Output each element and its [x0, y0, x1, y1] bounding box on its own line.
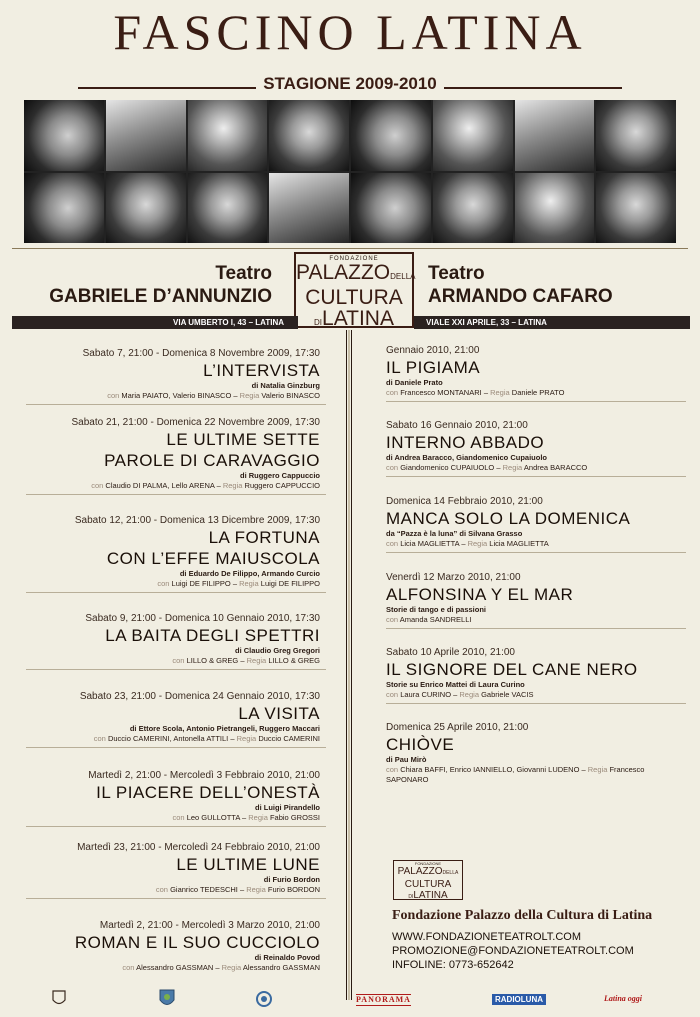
director-label: Regia [239, 391, 260, 400]
small-logo-della: DELLA [442, 870, 459, 876]
show-cast: Amanda SANDRELLI [399, 615, 472, 624]
show-title: LE ULTIME SETTE [166, 430, 320, 449]
show-title: L’INTERVISTA [203, 361, 320, 380]
director-label: Regia [459, 690, 479, 699]
cast-label: con [157, 579, 170, 588]
show-credits: con Claudio DI PALMA, Lello ARENA – Regia Ruggero CAPPUCCIO [91, 481, 320, 490]
show-separator [26, 404, 326, 405]
show-cast: Chiara BAFFI, Enrico IANNIELLO, Giovanni LUDENO [400, 765, 580, 774]
show-cast: LILLO & GREG [186, 656, 239, 665]
cast-label: con [386, 615, 399, 624]
cast-photo [269, 173, 349, 244]
cast-label: con [386, 463, 399, 472]
cast-photo [188, 100, 268, 171]
small-logo-palazzo: PALAZZO [397, 866, 443, 877]
show-cast: Luigi DE FILIPPO [171, 579, 231, 588]
venue-right-address: VIALE XXI APRILE, 33 – LATINA [414, 316, 690, 329]
venue-right-label: Teatro [428, 263, 485, 284]
venue-left-name: GABRIELE D’ANNUNZIO [49, 286, 272, 307]
show-cast: Claudio DI PALMA, Lello ARENA [105, 481, 215, 490]
show-credits: con Gianrico TEDESCHI – Regia Furio BORDON [155, 885, 320, 894]
show-credits: con Alessandro GASSMAN – Regia Alessandro GASSMAN [122, 963, 320, 972]
show-separator [386, 552, 686, 553]
show-director: Andrea BARACCO [523, 463, 588, 472]
show-author: di Natalia Ginzburg [251, 381, 320, 390]
cast-label: con [122, 963, 135, 972]
contacts-block [392, 930, 634, 972]
cast-label: con [93, 734, 106, 743]
show-date: Sabato 16 Gennaio 2010, 21:00 [386, 420, 528, 431]
show-title: MANCA SOLO LA DOMENICA [386, 509, 631, 528]
show-cast: Leo GULLOTTA [186, 813, 240, 822]
logo-palazzo: PALAZZO [296, 261, 391, 284]
show-entry [386, 496, 688, 549]
show-title: IL PIACERE DELL’ONESTÀ [96, 783, 320, 802]
show-director: Valerio BINASCO [261, 391, 320, 400]
show-credits: con Giandomenico CUPAIUOLO – Regia Andrea BARACCO [386, 463, 588, 472]
cast-label: con [386, 388, 399, 397]
show-separator [26, 898, 326, 899]
show-separator [386, 401, 686, 402]
cast-photo [24, 100, 104, 171]
director-label: Regia [222, 481, 243, 490]
show-cast: Francesco MONTANARI [400, 388, 482, 397]
sponsor-radioluna: RADIOLUNA [492, 994, 546, 1005]
show-author: Storie su Enrico Mattei di Laura Curino [386, 680, 525, 689]
logo-cultura: CULTURA [305, 286, 403, 309]
show-director: Luigi DE FILIPPO [260, 579, 320, 588]
show-author: Storie di tango e di passioni [386, 605, 487, 614]
show-author: di Luigi Pirandello [254, 803, 320, 812]
show-cast: Gianrico TEDESCHI [170, 885, 238, 894]
foundation-logo [294, 252, 414, 328]
show-credits: con LILLO & GREG – Regia LILLO & GREG [172, 656, 320, 665]
show-date: Sabato 7, 21:00 - Domenica 8 Novembre 2009, 17:30 [82, 348, 320, 359]
show-title: CON L’EFFE MAIUSCOLA [106, 549, 320, 568]
cast-photo [188, 173, 268, 244]
show-title: INTERNO ABBADO [386, 433, 545, 452]
show-entry [386, 647, 688, 700]
show-date: Martedì 2, 21:00 - Mercoledì 3 Febbraio 2010, 21:00 [88, 770, 320, 781]
show-title: LE ULTIME LUNE [176, 855, 320, 874]
show-date: Martedì 2, 21:00 - Mercoledì 3 Marzo 2010, 21:00 [99, 920, 320, 931]
venue-left-address: VIA UMBERTO I, 43 – LATINA [12, 316, 298, 329]
show-credits [386, 615, 688, 625]
show-credits: con Luigi DE FILIPPO – Regia Luigi DE FILIPPO [157, 579, 320, 588]
cast-label: con [172, 656, 185, 665]
show-cast: Licia MAGLIETTA [400, 539, 460, 548]
show-date: Sabato 12, 21:00 - Domenica 13 Dicembre 2009, 17:30 [74, 515, 320, 526]
cast-photo-grid [24, 100, 676, 243]
show-separator [26, 826, 326, 827]
show-entry [12, 348, 326, 401]
sponsor-strip [0, 988, 700, 1012]
show-author: di Daniele Prato [386, 378, 443, 387]
frame-rule [12, 248, 688, 249]
director-label: Regia [221, 963, 242, 972]
cast-photo [24, 173, 104, 244]
cast-photo [596, 100, 676, 171]
show-author: di Pau Mirò [386, 755, 427, 764]
cast-label: con [386, 690, 399, 699]
show-author: di Ettore Scola, Antonio Pietrangeli, Ruggero Maccari [129, 724, 320, 733]
cast-photo [515, 173, 595, 244]
show-date: Domenica 25 Aprile 2010, 21:00 [386, 722, 529, 733]
show-title: LA FORTUNA [208, 528, 320, 547]
cast-photo [106, 173, 186, 244]
small-logo-cultura: CULTURA [404, 879, 452, 890]
small-logo-fondazione: FONDAZIONE [414, 861, 442, 866]
show-date: Sabato 21, 21:00 - Domenica 22 Novembre 2009, 17:30 [71, 417, 320, 428]
show-cast: Duccio CAMERINI, Antonella ATTILI [107, 734, 229, 743]
logo-della: DELLA [390, 272, 416, 281]
province-emblem-icon [256, 990, 272, 1008]
cast-photo [351, 100, 431, 171]
show-entry [12, 770, 326, 823]
show-entry [12, 613, 326, 666]
poster-title: FASCINO LATINA [113, 4, 587, 60]
show-date: Gennaio 2010, 21:00 [386, 345, 480, 356]
coat-of-arms-icon [52, 990, 66, 1008]
foundation-logo-small [393, 860, 463, 900]
show-title: ALFONSINA Y EL MAR [386, 585, 574, 604]
show-entry [386, 345, 688, 398]
logo-di: DI [314, 318, 323, 327]
cast-label: con [386, 539, 399, 548]
show-entry [12, 842, 326, 895]
show-credits: con Maria PAIATO, Valerio BINASCO – Regia Valerio BINASCO [107, 391, 320, 400]
show-separator [26, 669, 326, 670]
cast-label: con [155, 885, 168, 894]
show-title: CHIÒVE [386, 735, 455, 754]
director-label: Regia [248, 813, 268, 822]
show-entry [386, 420, 688, 473]
region-emblem-icon [158, 988, 176, 1010]
show-credits: con Licia MAGLIETTA – Regia Licia MAGLIETTA [386, 539, 549, 548]
venue-right-name: ARMANDO CAFARO [428, 286, 613, 307]
cast-label: con [107, 391, 120, 400]
show-director: Fabio GROSSI [269, 813, 320, 822]
show-cast: Laura CURINO [400, 690, 452, 699]
show-date: Sabato 10 Aprile 2010, 21:00 [386, 647, 515, 658]
show-separator [26, 494, 326, 495]
show-title: IL PIGIAMA [386, 358, 481, 377]
show-author: di Claudio Greg Gregori [234, 646, 320, 655]
logo-fondazione: FONDAZIONE [329, 256, 379, 262]
show-director: Furio BORDON [267, 885, 320, 894]
cast-photo [433, 100, 513, 171]
cast-photo [433, 173, 513, 244]
director-label: Regia [502, 463, 523, 472]
show-director: Daniele PRATO [511, 388, 565, 397]
show-author: di Eduardo De Filippo, Armando Curcio [179, 569, 320, 578]
show-entry [386, 572, 688, 625]
show-separator [386, 628, 686, 629]
show-title: LA VISITA [238, 704, 320, 723]
show-credits: con Laura CURINO – Regia Gabriele VACIS [386, 690, 534, 699]
cast-photo [596, 173, 676, 244]
show-separator [386, 476, 686, 477]
cast-label: con [172, 813, 185, 822]
show-director: Francesco SAPONARO [386, 765, 645, 784]
email-link[interactable]: PROMOZIONE@FONDAZIONETEATROLT.COM [392, 945, 634, 957]
season-label: STAGIONE 2009-2010 [263, 74, 437, 93]
website-link[interactable]: WWW.FONDAZIONETEATROLT.COM [392, 931, 582, 943]
director-label: Regia [490, 388, 510, 397]
small-logo-di: DI [408, 894, 414, 900]
venue-right [428, 262, 613, 308]
show-director: Ruggero CAPPUCCIO [244, 481, 320, 490]
show-date: Sabato 9, 21:00 - Domenica 10 Gennaio 2010, 17:30 [85, 613, 320, 624]
cast-photo [515, 100, 595, 171]
director-label: Regia [239, 579, 259, 588]
show-title: IL SIGNORE DEL CANE NERO [386, 660, 638, 679]
column-divider [346, 330, 352, 1000]
director-label: Regia [246, 656, 267, 665]
director-label: Regia [246, 885, 266, 894]
show-director: Gabriele VACIS [481, 690, 534, 699]
show-title: PAROLE DI CARAVAGGIO [104, 451, 320, 470]
show-credits: con Chiara BAFFI, Enrico IANNIELLO, Giovanni LUDENO – Regia Francesco SAPONARO [386, 765, 645, 784]
show-entry [12, 417, 326, 491]
logo-latina: LATINA [322, 307, 394, 330]
cast-label: con [91, 481, 104, 490]
show-separator [26, 592, 326, 593]
show-credits: con Duccio CAMERINI, Antonella ATTILI – Regia Duccio CAMERINI [93, 734, 320, 743]
show-director: Alessandro GASSMAN [242, 963, 320, 972]
show-credits: con Francesco MONTANARI – Regia Daniele PRATO [386, 388, 565, 397]
show-title: LA BAITA DEGLI SPETTRI [105, 626, 320, 645]
show-director: Licia MAGLIETTA [489, 539, 549, 548]
show-entry [12, 920, 326, 973]
small-logo-latina: LATINA [413, 890, 448, 901]
show-director: Duccio CAMERINI [258, 734, 320, 743]
show-author: da “Pazza è la luna” di Silvana Grasso [386, 529, 523, 538]
show-separator [26, 747, 326, 748]
show-credits: con Leo GULLOTTA – Regia Fabio GROSSI [172, 813, 320, 822]
show-date: Domenica 14 Febbraio 2010, 21:00 [386, 496, 543, 507]
show-entry [12, 515, 326, 589]
cast-photo [351, 173, 431, 244]
show-author: di Furio Bordon [263, 875, 320, 884]
venue-left [49, 262, 272, 308]
director-label: Regia [467, 539, 488, 548]
show-date: Venerdì 12 Marzo 2010, 21:00 [386, 572, 521, 583]
show-cast: Giandomenico CUPAIUOLO [400, 463, 495, 472]
venue-left-label: Teatro [215, 263, 272, 284]
show-date: Sabato 23, 21:00 - Domenica 24 Gennaio 2010, 17:30 [79, 691, 320, 702]
infoline: INFOLINE: 0773-652642 [392, 959, 514, 971]
show-date: Martedì 23, 21:00 - Mercoledì 24 Febbraio 2010, 21:00 [77, 842, 320, 853]
sponsor-latina-oggi: Latina oggi [604, 994, 643, 1003]
show-director: LILLO & GREG [268, 656, 320, 665]
show-entry [386, 722, 688, 785]
director-label: Regia [587, 765, 608, 774]
foundation-name: Fondazione Palazzo della Cultura di Latina [392, 908, 653, 923]
show-author: di Andrea Baracco, Giandomenico Cupaiuolo [386, 453, 547, 462]
director-label: Regia [236, 734, 257, 743]
cast-photo [106, 100, 186, 171]
show-cast: Alessandro GASSMAN [136, 963, 214, 972]
show-cast: Maria PAIATO, Valerio BINASCO [121, 391, 232, 400]
show-author: di Ruggero Cappuccio [239, 471, 320, 480]
cast-label: con [386, 765, 399, 774]
show-entry [12, 691, 326, 744]
cast-photo [269, 100, 349, 171]
show-title: ROMAN E IL SUO CUCCIOLO [74, 933, 320, 952]
show-author: di Reinaldo Povod [254, 953, 320, 962]
show-separator [386, 703, 686, 704]
sponsor-panorama: PANORAMA [356, 995, 411, 1004]
